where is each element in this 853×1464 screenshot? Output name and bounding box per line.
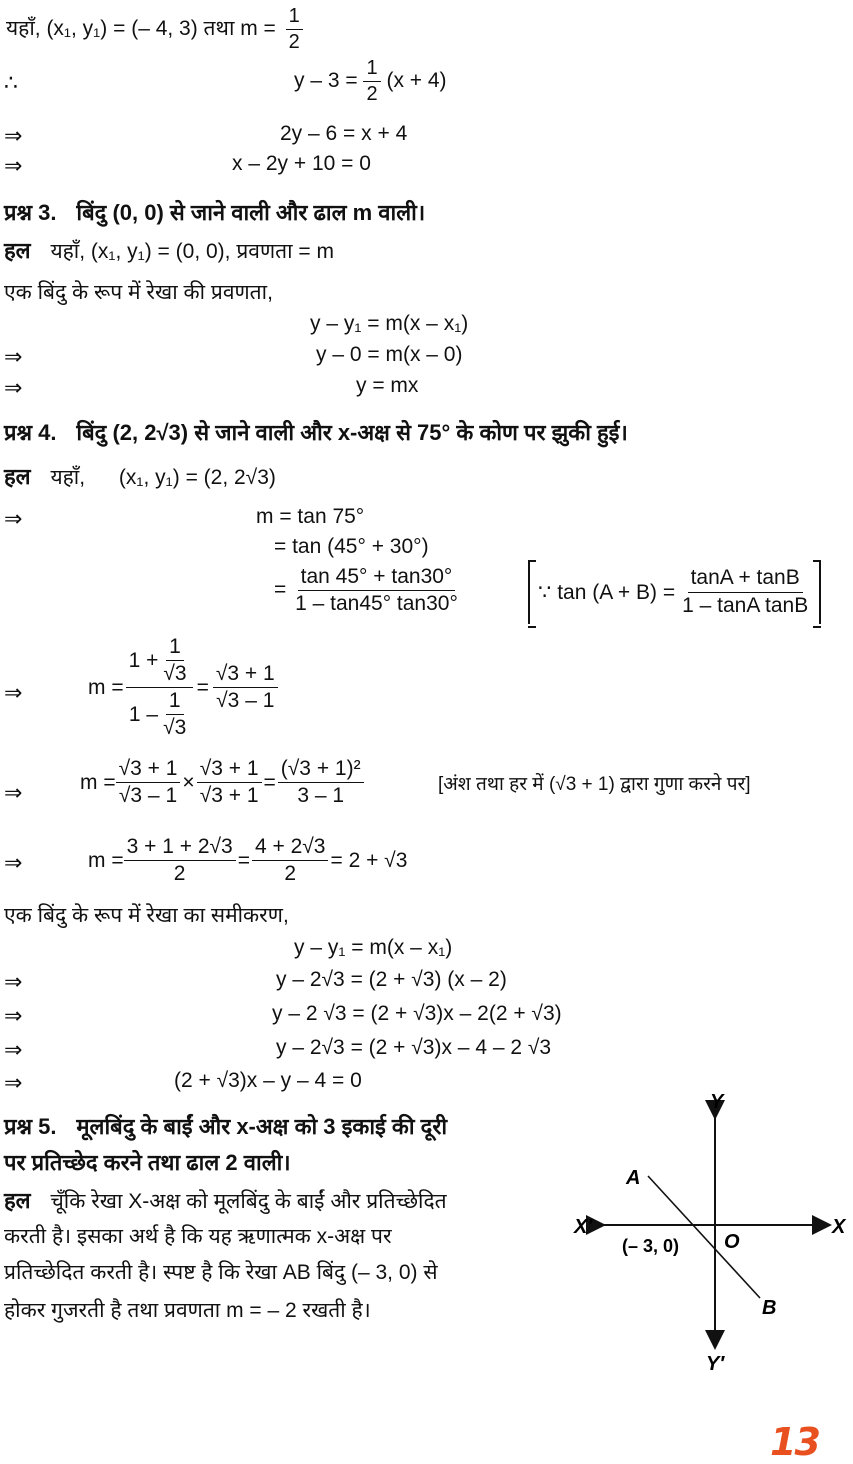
question-label: प्रश्न 5.: [4, 1114, 57, 1139]
question-label: प्रश्न 3.: [4, 200, 57, 225]
implies-symbol: ⇒: [4, 1070, 23, 1095]
implies-symbol: ⇒: [4, 375, 23, 400]
question-4: [4, 422, 628, 444]
equation-line: = tan (45° + 30°): [274, 535, 429, 558]
multiply-note: [अंश तथा हर में (√3 + 1) द्वारा गुणा करने पर]: [438, 774, 751, 795]
question-text: बिंदु (2, 2√3) से जाने वाली और x-अक्ष से 75° के कोण पर झुकी हुई।: [76, 420, 628, 445]
equation-line: y – 2√3 = (2 + √3) (x – 2): [276, 968, 507, 991]
implies-symbol: ⇒: [4, 123, 23, 148]
simplified-line: m = $\frac{3 + 1 + 2√3}{2}$ = $\frac{4 + 2√3}{2}$ = 2 + √3: [88, 835, 408, 886]
implies-symbol: ⇒: [4, 344, 23, 369]
question-text: बिंदु (0, 0) से जाने वाली और ढाल m वाली।: [76, 200, 426, 225]
equation-line: y – 3 = $\frac{1}{2}$ (x + 4): [294, 57, 447, 105]
question-5: [4, 1116, 447, 1138]
q5-solution-line-2: करती है। इसका अर्थ है कि यह ऋणात्मक x-अक्ष पर: [4, 1225, 392, 1248]
label-b: B: [762, 1297, 777, 1319]
label-a: A: [626, 1167, 641, 1189]
label-x: X: [832, 1216, 846, 1238]
equation-line: y – 2√3 = (2 + √3)x – 4 – 2 √3: [276, 1036, 552, 1059]
label-x-neg: X′: [574, 1216, 593, 1238]
label-point: (– 3, 0): [622, 1236, 680, 1256]
question-text-line-1: मूलबिंदु के बाईं और x-अक्ष को 3 इकाई की दूरी: [76, 1114, 448, 1139]
equation-line: m = tan 75°: [256, 505, 365, 528]
question-label: प्रश्न 4.: [4, 420, 57, 445]
equation-line: (2 + √3)x – y – 4 = 0: [174, 1069, 362, 1092]
page-number: 13: [770, 1420, 819, 1464]
complex-fraction: 1 + $\frac{1}{√3}$ 1 – $\frac{1}{√3}$: [126, 636, 193, 739]
half-fraction: $\frac{1}{2}$: [286, 6, 303, 53]
point-slope-intro: एक बिंदु के रूप में रेखा की प्रवणता,: [4, 281, 273, 304]
intro-text: यहाँ, (x₁, y₁) = (– 4, 3) तथा m =: [6, 17, 276, 41]
line-ab-graph: [570, 1088, 850, 1378]
equation-line: y – 2 √3 = (2 + √3)x – 2(2 + √3): [272, 1002, 562, 1025]
equation-line: x – 2y + 10 = 0: [232, 152, 371, 175]
implies-symbol: ⇒: [4, 850, 23, 875]
tan-sum-fraction: $\frac{\tan 45^\circ + \tan 30^\circ}{1 - \tan 45^\circ \tan 30^\circ}$: [295, 565, 458, 616]
implies-symbol: ⇒: [4, 506, 23, 531]
solution-label: हल: [4, 238, 31, 263]
implies-symbol: ⇒: [4, 780, 23, 805]
implies-symbol: ⇒: [4, 1037, 23, 1062]
equation-line: = $\frac{\tan 45^\circ + \tan 30^\circ}{1 - \tan 45^\circ \tan 30^\circ}$: [274, 566, 461, 615]
equation-line: y – y₁ = m(x – x₁): [310, 312, 469, 335]
implies-symbol: ⇒: [4, 153, 23, 178]
equation-line: 2y – 6 = x + 4: [280, 122, 408, 145]
label-y-neg: Y′: [706, 1353, 725, 1375]
tan-formula-fraction: $\frac{\tan A + \tan B}{\text{1 – tanA tanB}}$: [682, 566, 809, 617]
q5-solution-line-1: हल चूँकि रेखा X-अक्ष को मूलबिंदु के बाईं और प्रतिच्छेदित: [4, 1188, 447, 1213]
rationalize-line: m = $\frac{√3 + 1}{√3 - 1}$ × $\frac{√3 + 1}{√3 + 1}$ = $\frac{\text{(√3 + 1)²}}{3 - 1}$: [80, 758, 364, 807]
solution-label: हल: [4, 464, 31, 489]
label-origin: O: [724, 1231, 740, 1253]
label-y: Y: [710, 1091, 724, 1113]
equation-line: y = mx: [356, 374, 419, 397]
solution-given: हल यहाँ, (x₁, y₁) = (2, 2√3): [4, 464, 276, 489]
equation-intro: एक बिंदु के रूप में रेखा का समीकरण,: [4, 904, 289, 927]
question-text-line-2: पर प्रतिच्छेद करने तथा ढाल 2 वाली।: [4, 1150, 291, 1175]
formula-note: ∵ tan (A + B) = $\frac{\tan A + \tan B}{\text{1 – tanA tanB}}$: [528, 560, 821, 624]
solution-label: हल: [4, 1188, 31, 1213]
implies-symbol: ⇒: [4, 680, 23, 705]
q5-solution-line-4: होकर गुजरती है तथा प्रवणता m = – 2 रखती है।: [4, 1299, 371, 1322]
solution-given: हल यहाँ, (x₁, y₁) = (0, 0), प्रवणता = m: [4, 238, 334, 263]
equation-line: y – y₁ = m(x – x₁): [294, 936, 453, 959]
half-fraction: $\frac{1}{2}$: [363, 58, 380, 105]
therefore-symbol: ∴: [4, 70, 18, 95]
q5-solution-line-3: प्रतिच्छेदित करती है। स्पष्ट है कि रेखा AB बिंदु (– 3, 0) से: [4, 1261, 438, 1284]
implies-symbol: ⇒: [4, 1003, 23, 1028]
intro-line: [6, 6, 303, 53]
question-3: [4, 202, 425, 224]
complex-fraction-line: m = 1 + $\frac{1}{√3}$ 1 – $\frac{1}{√3}$ = $\frac{√3 + 1}{√3 - 1}$: [88, 636, 278, 739]
equation-line: y – 0 = m(x – 0): [316, 343, 463, 366]
implies-symbol: ⇒: [4, 969, 23, 994]
